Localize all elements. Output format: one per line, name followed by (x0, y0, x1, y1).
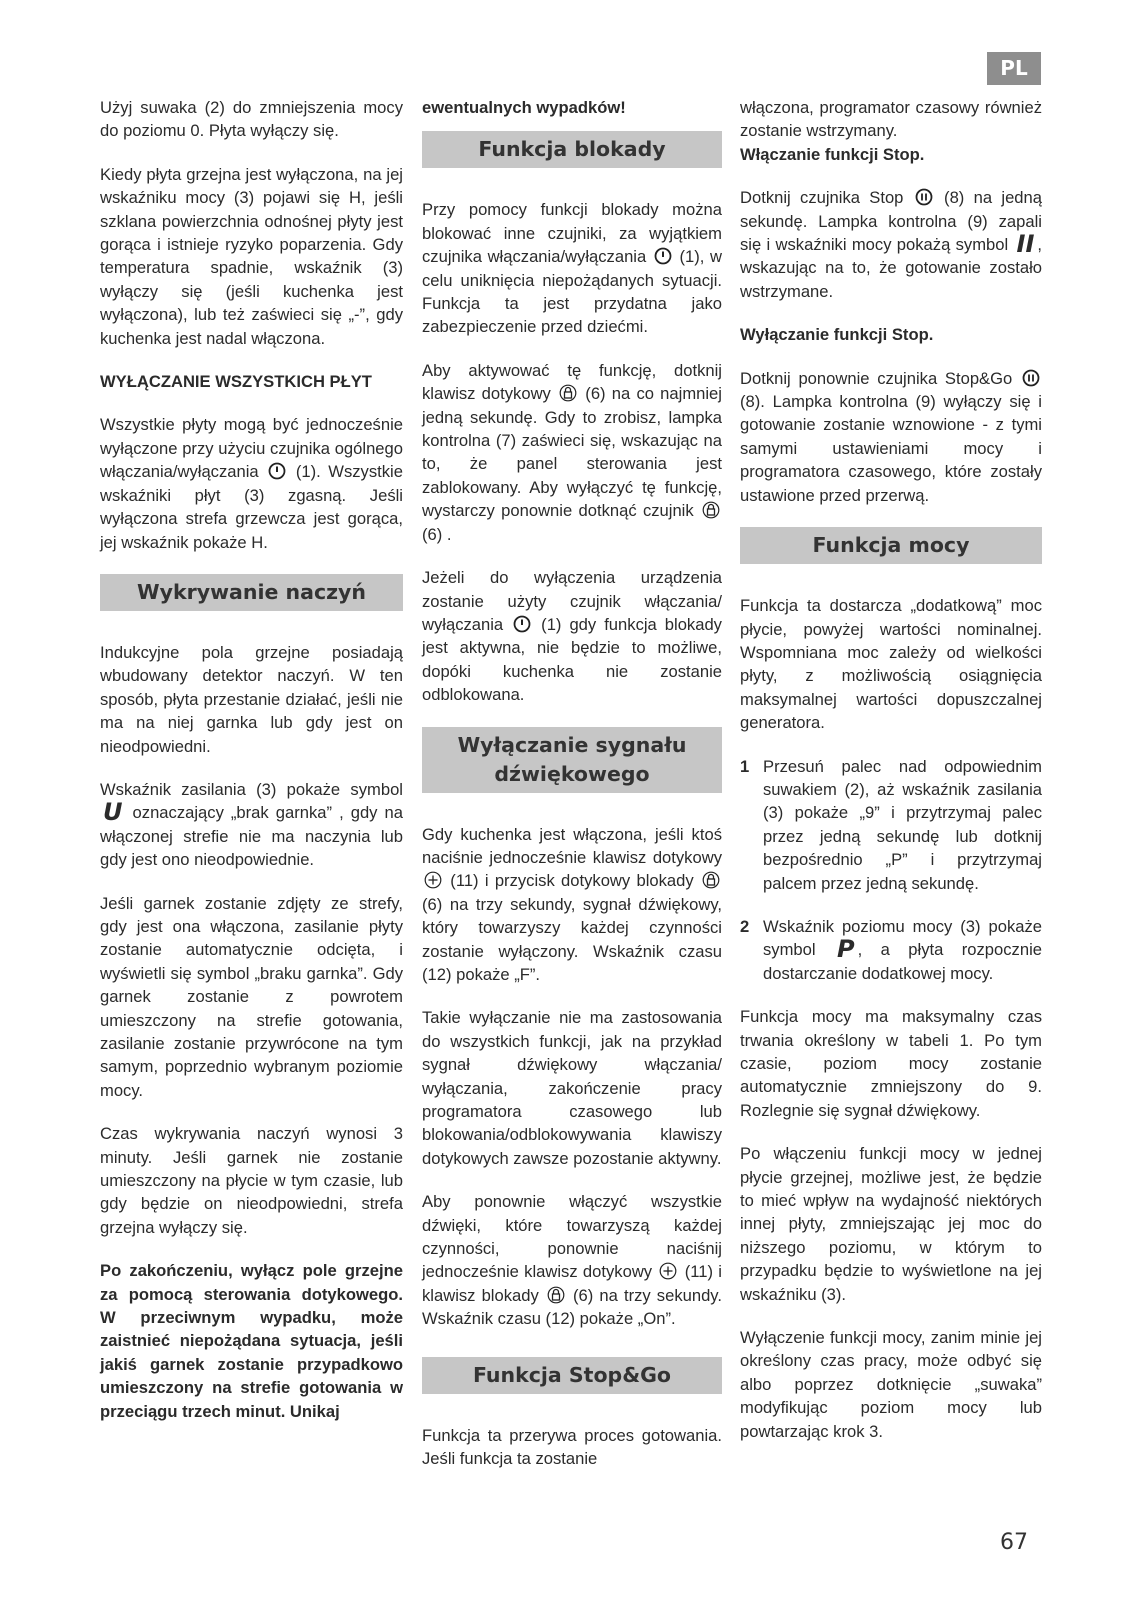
paragraph (422, 359, 722, 546)
paragraph: Wyłączenie funkcji mocy, zanim minie jej określony czas pracy, może odbyć się albo poprzez dotknięcie „suwaka” modyfikując poziom mocy lub powtarzając krok 3. (740, 1328, 1042, 1441)
plus-icon (659, 1262, 677, 1280)
power-icon (268, 462, 286, 480)
section-header-sound: Wyłączanie sygnału dźwiękowego (422, 727, 722, 793)
column-3 (740, 96, 1042, 1463)
text: Gdy kuchenka jest włączona, jeśli ktoś naciśnie jednocześnie klawisz dotykowy (422, 824, 722, 867)
text: (1). Wszystkie wskaźniki płyt (3) zgasną. Jeśli wyłączona strefa grzewcza jest gorąca, jej wskaźnik pokaże H. (100, 462, 403, 552)
pause-icon (1022, 369, 1040, 387)
lock-icon (559, 384, 577, 402)
text: (8). Lampka kontrolna (9) wyłączy się i gotowanie zostanie wznowione - z tymi samymi ustawieniami mocy i programatora czasowego, które zostały ustawione przed przerwą. (740, 392, 1042, 505)
boost-symbol: P (837, 935, 855, 964)
warning-paragraph: Po zakończeniu, wyłącz pole grzejne za pomocą sterowania dotykowego. W przeciwnym wypadku, może zaistnieć niepożądana sytuacja, jeśli jakiś garnek zostanie przypadkowo umieszczony na strefie gotowania w przeciągu trzech minut. Unikaj (100, 1261, 403, 1421)
text: (11) i przycisk dotykowy blokady (450, 871, 694, 891)
paragraph (422, 823, 722, 987)
paragraph: Czas wykrywania naczyń wynosi 3 minuty. Jeśli garnek nie zostanie umieszczony na płycie w tym czasie, lub gdy będzie on nieodpowiedni, strefa grzejna wyłączy się. (100, 1124, 403, 1237)
text: włączona, programator czasowy również zostanie wstrzymany. (740, 98, 1042, 141)
text: Aby aktywować tę funkcję, dotknij klawisz dotykowy (422, 360, 722, 404)
paragraph: Funkcja ta przerywa proces gotowania. Jeśli funkcja ta zostanie (422, 1425, 722, 1469)
power-icon (654, 247, 672, 265)
paragraph: Jeśli garnek zostanie zdjęty ze strefy, gdy jest ona włączona, zasilanie płyty zostanie automatycznie odcięta, i wyświetli się symbol „braku garnka”. Gdy garnek zostanie z powrotem umieszczony na strefie gotowania, zasilanie zostanie przywrócone na tym samym, poprzednio wybranym poziomie mocy. (100, 893, 403, 1100)
text: Jeżeli do wyłączenia urządzenia zostanie użyty czujnik włączania/ wyłączania (422, 568, 722, 634)
paragraph (100, 778, 403, 872)
paragraph (740, 367, 1042, 507)
column-2 (422, 96, 722, 1490)
paragraph: Po włączeniu funkcji mocy w jednej płycie grzejnej, możliwe jest, że będzie to mieć wpływ na wydajność niektórych innej płyty, zmniejszając jej moc do niższego poziomu, w którym to przypadku będzie to wyświetlone na jej wskaźniku (3). (740, 1144, 1042, 1304)
text: , a płyta rozpocznie dostarczanie dodatkowej mocy. (763, 940, 1042, 983)
list-item (740, 755, 1042, 895)
column-1 (100, 96, 403, 1443)
paragraph (740, 186, 1042, 303)
paragraph: Funkcja mocy ma maksymalny czas trwania określony w tabeli 1. Po tym czasie, poziom mocy zostanie automatycznie zmniejszony do 9. Rozlegnie się sygnał dźwiękowy. (740, 1007, 1042, 1120)
text: Wskaźnik zasilania (3) pokaże symbol (100, 779, 403, 799)
pause-symbol: II (1016, 230, 1035, 259)
section-header-lock: Funkcja blokady (422, 131, 722, 168)
text: (6) na co najmniej jedną sekundę. Gdy to zrobisz, lampka kontrolna (7) zaświeci się, wskazując na to, że panel sterowania jest zablokowany. Aby wyłączyć tę funkcję, wystarczy ponownie dotknąć czujnik (422, 384, 722, 521)
text: (1) gdy funkcja blokady jest aktywna, nie będzie to możliwe, dopóki kuchenka nie zostanie odblokowana. (422, 614, 722, 705)
steps-list (740, 755, 1042, 986)
text: (8) na jedną sekundę. Lampka kontrolna (9) zapali się i wskaźniki mocy pokażą symbol (740, 188, 1042, 255)
text: (11) i klawisz blokady (422, 1262, 722, 1305)
paragraph: Użyj suwaka (2) do zmniejszenia mocy do poziomu 0. Płyta wyłączy się. (100, 98, 403, 141)
paragraph: Takie wyłączanie nie ma zastosowania do wszystkich funkcji, jak na przykład sygnał dźwiękowy włączania/ wyłączania, zakończenie pracy programatora czasowego lub blokowania/odblokowywania klawiszy dotykowych zawsze pozostanie aktywny. (422, 1008, 722, 1168)
text: (6) . (422, 524, 452, 544)
text: Dotknij ponownie czujnika Stop&Go (740, 368, 1013, 388)
step-number: 2 (740, 916, 750, 936)
paragraph (100, 413, 403, 553)
page-number: 67 (1000, 1530, 1028, 1555)
text: , wskazując na to, że gotowanie zostało wstrzymane. (740, 235, 1042, 301)
plus-icon (424, 871, 442, 889)
subheading: WYŁĄCZANIE WSZYSTKICH PŁYT (100, 372, 372, 392)
section-header-stop-go: Funkcja Stop&Go (422, 1357, 722, 1394)
step-number: 1 (740, 756, 750, 776)
text: (6) na trzy sekundy, sygnał dźwiękowy, który towarzyszy każdej czynności zostanie wyłączony. Wskaźnik czasu (12) pokaże „F”. (422, 894, 722, 984)
text: (6) na trzy sekundy. Wskaźnik czasu (12) pokaże „On”. (422, 1285, 722, 1329)
paragraph (422, 566, 722, 706)
paragraph: Kiedy płyta grzejna jest wyłączona, na jej wskaźniku mocy (3) pojawi się H, jeśli szklana powierzchnia odnośnej płyty jest gorąca i istnieje ryzyko poparzenia. Gdy temperatura spadnie, wskaźnik (3) wyłączy się (jeśli kuchenka jest wyłączona), lub też zaświeci się „-”, gdy kuchenka jest nadal włączona. (100, 164, 403, 348)
text: Wszystkie płyty mogą być jednocześnie wyłączone przy użyciu czujnika ogólnego włączania/wyłączania (100, 415, 403, 482)
language-badge: PL (987, 52, 1041, 85)
text: Aby ponownie włączyć wszystkie dźwięki, które towarzyszą każdej czynności, ponownie naciśnij jednocześnie klawisz dotykowy (422, 1192, 722, 1282)
paragraph (422, 198, 722, 338)
paragraph: Indukcyjne pola grzejne posiadają wbudowany detektor naczyń. W ten sposób, płyta przestanie działać, jeśli nie ma na niej garnka lub gdy jest on nieodpowiedni. (100, 642, 403, 756)
pause-icon (915, 188, 933, 206)
power-icon (513, 615, 531, 633)
paragraph (422, 1190, 722, 1330)
lock-icon (702, 501, 720, 519)
text: (1), w celu uniknięcia niepożądanych sytuacji. Funkcja ta jest przydatna jako zabezpieczenie przed dziećmi. (422, 247, 722, 337)
text: Wskaźnik poziomu mocy (3) pokaże symbol (763, 916, 1042, 960)
subheading: Włączanie funkcji Stop. (740, 144, 925, 164)
subheading: Wyłączanie funkcji Stop. (740, 325, 934, 345)
text: Przesuń palec nad odpowiednim suwakiem (2), aż wskaźnik zasilania (3) pokaże „9” i przytrzymaj palec przez jedną sekundę lub dotknij bezpośrednio „P” i przytrzymaj palcem przez jedną sekundę. (763, 756, 1042, 893)
section-header-power: Funkcja mocy (740, 527, 1042, 564)
text: Dotknij czujnika Stop (740, 188, 904, 208)
text: oznaczający „brak garnka” , gdy na włączonej strefie nie ma naczynia lub gdy jest ono nieodpowiednie. (100, 803, 403, 870)
paragraph (740, 96, 1042, 166)
text: Przy pomocy funkcji blokady można blokować inne czujniki, za wyjątkiem czujnika włączania/wyłączania (422, 200, 722, 267)
no-pot-symbol: U (103, 798, 123, 827)
lock-icon (547, 1286, 565, 1304)
paragraph: Funkcja ta dostarcza „dodatkową” moc płycie, powyżej wartości nominalnej. Wspomniana moc zależy od wielkości płyty, z możliwością osiągnięcia maksymalnej wartości dopuszczalnej generatora. (740, 596, 1042, 733)
paragraph: ewentualnych wypadków! (422, 98, 626, 117)
list-item (740, 915, 1042, 985)
section-header-pot-detection: Wykrywanie naczyń (100, 574, 403, 611)
lock-icon (702, 871, 720, 889)
